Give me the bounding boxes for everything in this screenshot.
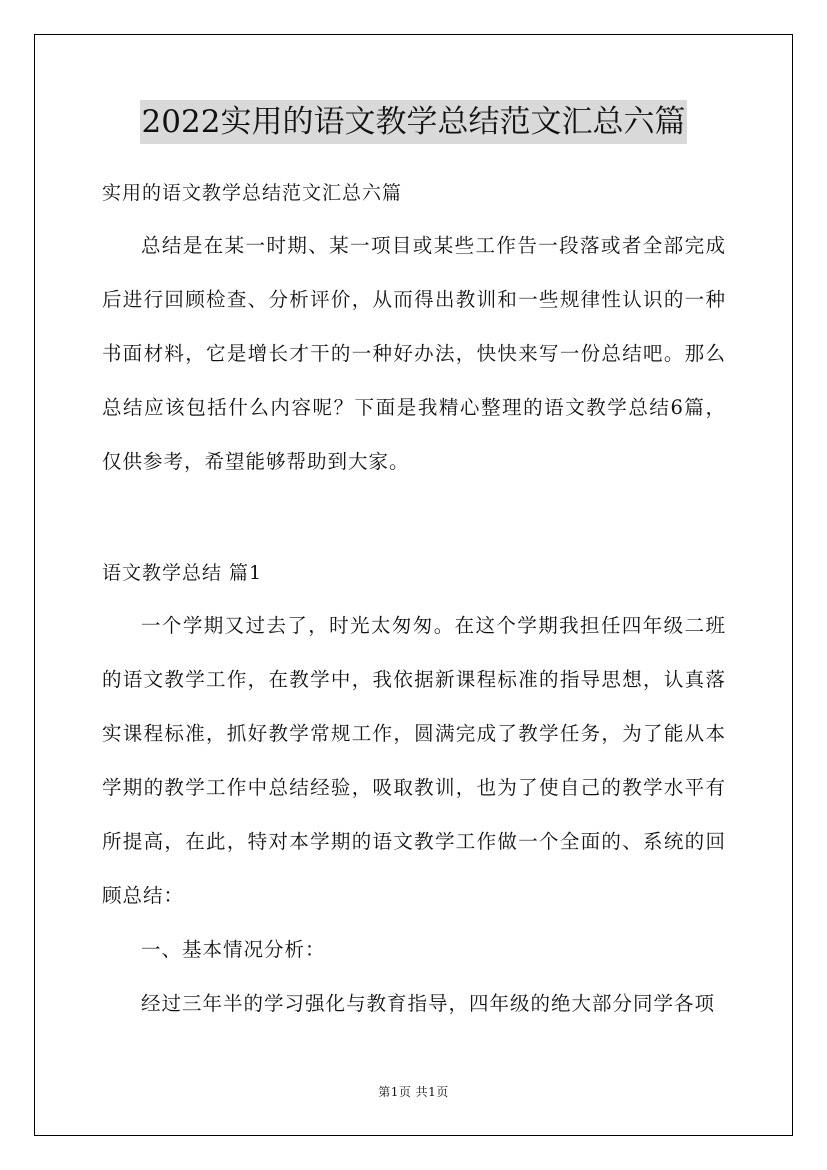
section-heading: 语文教学总结 篇1 (102, 562, 263, 584)
document-title: 2022实用的语文教学总结范文汇总六篇 (140, 100, 688, 144)
page-footer: 第1页 共1页 (378, 1085, 449, 1099)
section-paragraph-2: 经过三年半的学习强化与教育指导，四年级的绝大部分同学各项 (141, 992, 716, 1015)
title-container (0, 100, 827, 144)
intro-paragraph: 总结是在某一时期、某一项目或某些工作告一段落或者全部完成后进行回顾检查、分析评价，从而得出教训和一些规律性认识的一种书面材料，它是增长才干的一种好办法，快快来写一份总结吧。那么总结应该包括什么内容呢？下面是我精心整理的语文教学总结6篇，仅供参考，希望能够帮助到大家。 (102, 234, 726, 473)
document-subtitle: 实用的语文教学总结范文汇总六篇 (102, 182, 403, 204)
section-paragraph-1: 一个学期又过去了，时光太匆匆。在这个学期我担任四年级二班的语文教学工作，在教学中，我依据新课程标准的指导思想，认真落实课程标准，抓好教学常规工作，圆满完成了教学任务，为了能从本学期的教学工作中总结经验，吸取教训，也为了使自己的教学水平有所提高，在此，特对本学期的语文教学工作做一个全面的、系统的回顾总结： (102, 614, 726, 907)
subheading-basic-analysis: 一、基本情况分析： (141, 938, 326, 961)
